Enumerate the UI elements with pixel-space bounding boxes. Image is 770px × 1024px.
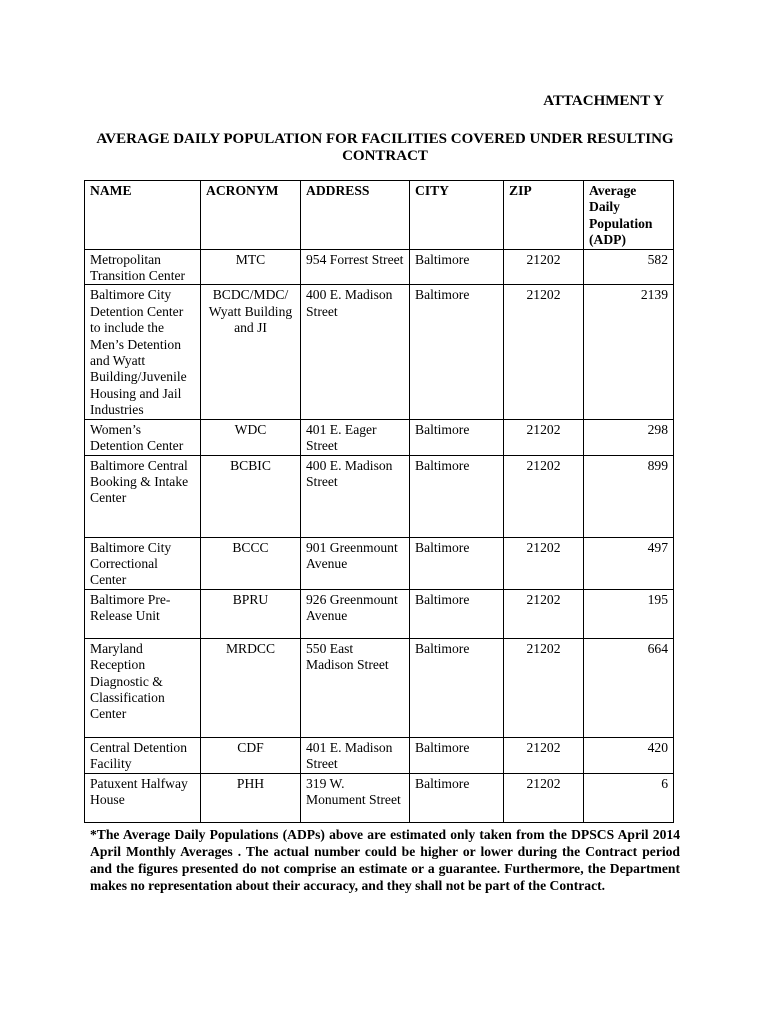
cell-city: Baltimore: [410, 285, 504, 419]
footnote: *The Average Daily Populations (ADPs) above are estimated only taken from the DPSCS April 2014 April Monthly Averages . The actual number could be higher or lower during the Contract period and the figures presented do not comprise an estimate or a guarantee. Furthermore, the Department makes no representation about their accuracy, and they shall not be part of the Contract.: [90, 827, 680, 893]
cell-adp: 6: [584, 773, 674, 822]
cell-city: Baltimore: [410, 638, 504, 737]
header-acronym: ACRONYM: [201, 181, 301, 250]
cell-name: Baltimore Pre-Release Unit: [85, 589, 201, 638]
cell-name: Baltimore City Detention Center to include the Men’s Detention and Wyatt Building/Juvenile Housing and Jail Industries: [85, 285, 201, 419]
cell-city: Baltimore: [410, 419, 504, 455]
cell-zip: 21202: [504, 537, 584, 589]
table-row: [85, 737, 674, 773]
table-row: [85, 285, 674, 419]
cell-name: Metropolitan Transition Center: [85, 249, 201, 285]
cell-acronym: WDC: [201, 419, 301, 455]
table-row: [85, 455, 674, 537]
cell-adp: 298: [584, 419, 674, 455]
table-row: [85, 589, 674, 638]
cell-zip: 21202: [504, 285, 584, 419]
cell-acronym: MRDCC: [201, 638, 301, 737]
cell-acronym: MTC: [201, 249, 301, 285]
cell-city: Baltimore: [410, 537, 504, 589]
page-title: AVERAGE DAILY POPULATION FOR FACILITIES COVERED UNDER RESULTING CONTRACT: [96, 131, 674, 164]
cell-name: Patuxent Halfway House: [85, 773, 201, 822]
attachment-label: ATTACHMENT Y: [543, 93, 664, 109]
header-adp: Average Daily Population (ADP): [584, 181, 674, 250]
cell-name: Baltimore City Correctional Center: [85, 537, 201, 589]
header-city: CITY: [410, 181, 504, 250]
cell-acronym: BPRU: [201, 589, 301, 638]
header-address: ADDRESS: [301, 181, 410, 250]
cell-name: Baltimore Central Booking & Intake Center: [85, 455, 201, 537]
cell-address: 954 Forrest Street: [301, 249, 410, 285]
cell-zip: 21202: [504, 249, 584, 285]
table-row: [85, 537, 674, 589]
cell-address: 319 W. Monument Street: [301, 773, 410, 822]
facilities-table: [84, 180, 674, 823]
cell-zip: 21202: [504, 455, 584, 537]
cell-name: Maryland Reception Diagnostic & Classification Center: [85, 638, 201, 737]
cell-adp: 899: [584, 455, 674, 537]
cell-name: Central Detention Facility: [85, 737, 201, 773]
cell-city: Baltimore: [410, 455, 504, 537]
table-row: [85, 773, 674, 822]
cell-name: Women’s Detention Center: [85, 419, 201, 455]
cell-adp: 420: [584, 737, 674, 773]
cell-adp: 664: [584, 638, 674, 737]
header-name: NAME: [85, 181, 201, 250]
table-row: [85, 638, 674, 737]
cell-adp: 582: [584, 249, 674, 285]
cell-zip: 21202: [504, 589, 584, 638]
cell-city: Baltimore: [410, 737, 504, 773]
cell-zip: 21202: [504, 773, 584, 822]
cell-acronym: PHH: [201, 773, 301, 822]
cell-address: 926 Greenmount Avenue: [301, 589, 410, 638]
table-header-row: [85, 181, 674, 250]
table-row: [85, 249, 674, 285]
cell-zip: 21202: [504, 737, 584, 773]
cell-adp: 2139: [584, 285, 674, 419]
cell-address: 401 E. Madison Street: [301, 737, 410, 773]
cell-address: 401 E. Eager Street: [301, 419, 410, 455]
table-row: [85, 419, 674, 455]
cell-acronym: BCCC: [201, 537, 301, 589]
cell-address: 901 Greenmount Avenue: [301, 537, 410, 589]
cell-zip: 21202: [504, 419, 584, 455]
cell-adp: 497: [584, 537, 674, 589]
cell-address: 400 E. Madison Street: [301, 285, 410, 419]
cell-city: Baltimore: [410, 589, 504, 638]
cell-acronym: CDF: [201, 737, 301, 773]
cell-city: Baltimore: [410, 249, 504, 285]
header-zip: ZIP: [504, 181, 584, 250]
cell-adp: 195: [584, 589, 674, 638]
cell-address: 400 E. Madison Street: [301, 455, 410, 537]
cell-city: Baltimore: [410, 773, 504, 822]
cell-acronym: BCDC/MDC/ Wyatt Building and JI: [201, 285, 301, 419]
cell-acronym: BCBIC: [201, 455, 301, 537]
cell-address: 550 East Madison Street: [301, 638, 410, 737]
cell-zip: 21202: [504, 638, 584, 737]
